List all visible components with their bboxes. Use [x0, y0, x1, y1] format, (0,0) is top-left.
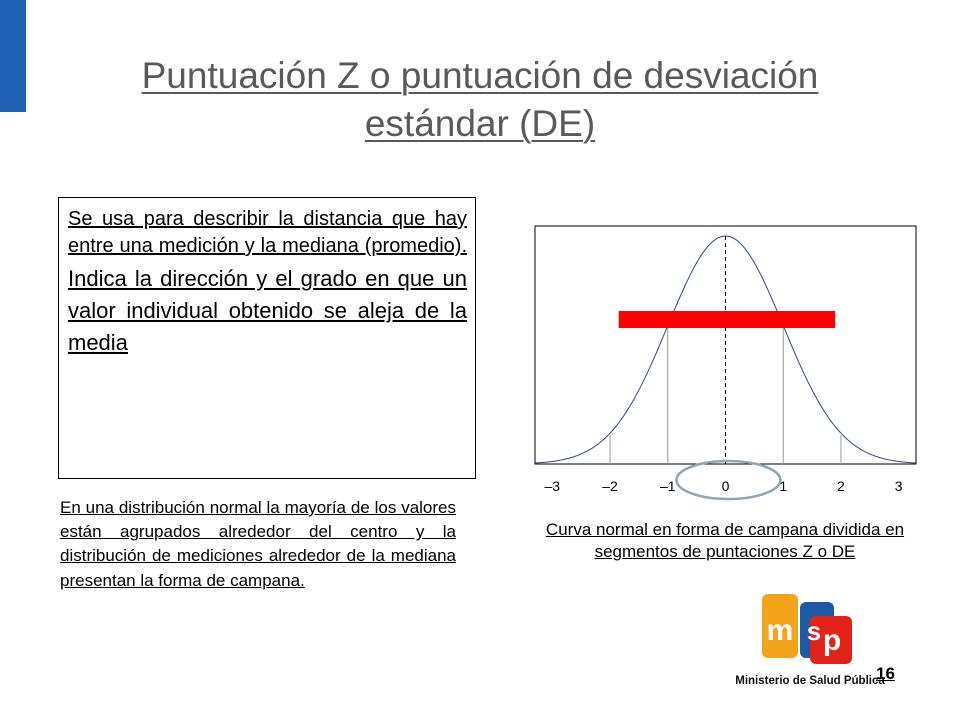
- definition-text-1: Se usa para describir la distancia que hay entre una medición y la mediana (promedio).: [68, 208, 467, 257]
- logo-text: Ministerio de Salud Pública: [735, 675, 885, 687]
- logo-letter-m: m: [766, 614, 794, 647]
- x-tick-label: 3: [894, 478, 903, 494]
- figure-caption: Curva normal en forma de campana dividida en segmentos de puntaciones Z o DE: [545, 520, 905, 561]
- x-tick-label: 2: [837, 478, 845, 494]
- x-tick-label: 0: [721, 478, 730, 494]
- logo-letter-s: s: [806, 616, 822, 646]
- definition-box: [58, 197, 476, 479]
- highlight-bar: [619, 311, 835, 328]
- normal-curve-chart: [526, 216, 926, 502]
- x-tick-label: –3: [544, 478, 561, 494]
- x-tick-label: 1: [779, 478, 788, 494]
- ministry-logo: [724, 594, 896, 698]
- x-tick-label: –2: [602, 478, 618, 494]
- logo-letter-p: p: [822, 624, 842, 657]
- accent-bar: [0, 0, 26, 112]
- slide-title: Puntuación Z o puntuación de desviación estándar (DE): [141, 55, 819, 144]
- definition-text-2: Indica la dirección y el grado en que un valor individual obtenido se aleja de la media: [68, 266, 467, 355]
- x-tick-label: –1: [659, 478, 676, 494]
- distribution-note: En una distribución normal la mayoría de los valores están agrupados alrededor del centro y la distribución de mediciones alrededor de la mediana presentan la forma de campana.: [60, 498, 456, 590]
- page-number: 16: [876, 664, 895, 683]
